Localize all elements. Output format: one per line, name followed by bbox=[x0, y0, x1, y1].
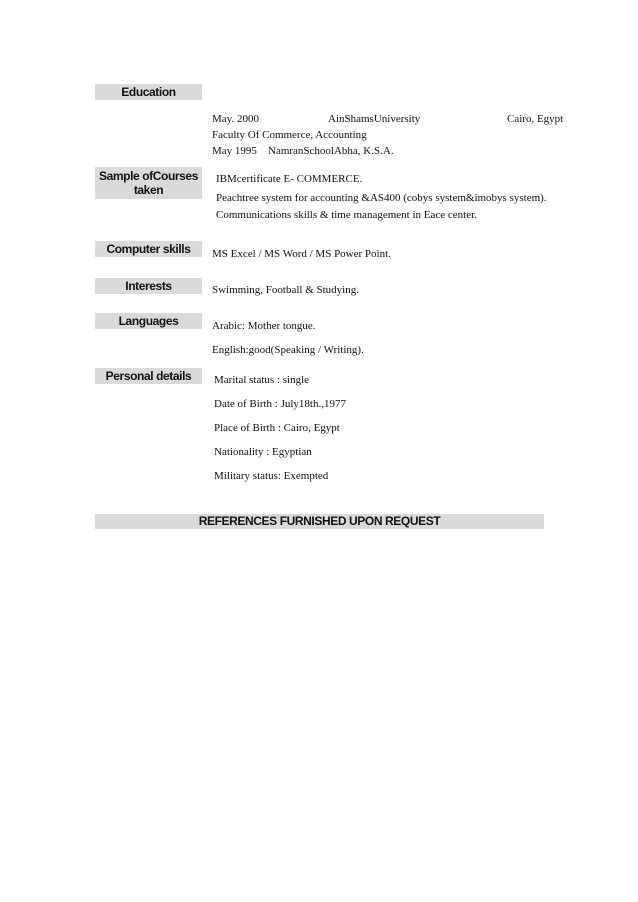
section-label-interests: Interests bbox=[95, 278, 202, 294]
education-university: AinShamsUniversity bbox=[328, 113, 421, 125]
computer-skills-text: MS Excel / MS Word / MS Power Point. bbox=[212, 248, 391, 260]
education-location: Cairo, Egypt bbox=[507, 113, 564, 125]
education-date-1: May. 2000 bbox=[212, 113, 259, 125]
section-label-education: Education bbox=[95, 84, 202, 100]
course-item: IBMcertificate E- COMMERCE. bbox=[216, 173, 363, 185]
personal-nationality: Nationality : Egyptian bbox=[214, 446, 312, 458]
personal-place-of-birth: Place of Birth : Cairo, Egypt bbox=[214, 422, 340, 434]
personal-date-of-birth: Date of Birth : July18th.,1977 bbox=[214, 398, 346, 410]
education-school: NamranSchoolAbha, K.S.A. bbox=[268, 145, 394, 157]
section-label-computer-skills: Computer skills bbox=[95, 241, 202, 257]
references-banner: REFERENCES FURNISHED UPON REQUEST bbox=[95, 514, 544, 529]
personal-marital-status: Marital status : single bbox=[214, 374, 310, 386]
education-faculty: Faculty Of Commerce, Accounting bbox=[212, 129, 367, 141]
education-date-2: May 1995 bbox=[212, 145, 257, 157]
course-item: Peachtree system for accounting &AS400 (cobys system&imobys system). bbox=[216, 192, 547, 204]
section-label-personal-details: Personal details bbox=[95, 368, 202, 384]
section-label-languages: Languages bbox=[95, 313, 202, 329]
language-item: Arabic: Mother tongue. bbox=[212, 320, 316, 332]
language-item: English:good(Speaking / Writing). bbox=[212, 344, 364, 356]
course-item: Communications skills & time management in Eace center. bbox=[216, 209, 477, 221]
personal-military-status: Military status: Exempted bbox=[214, 470, 329, 482]
section-label-courses: Sample ofCourses taken bbox=[95, 167, 202, 199]
interests-text: Swimming, Football & Studying. bbox=[212, 284, 359, 296]
